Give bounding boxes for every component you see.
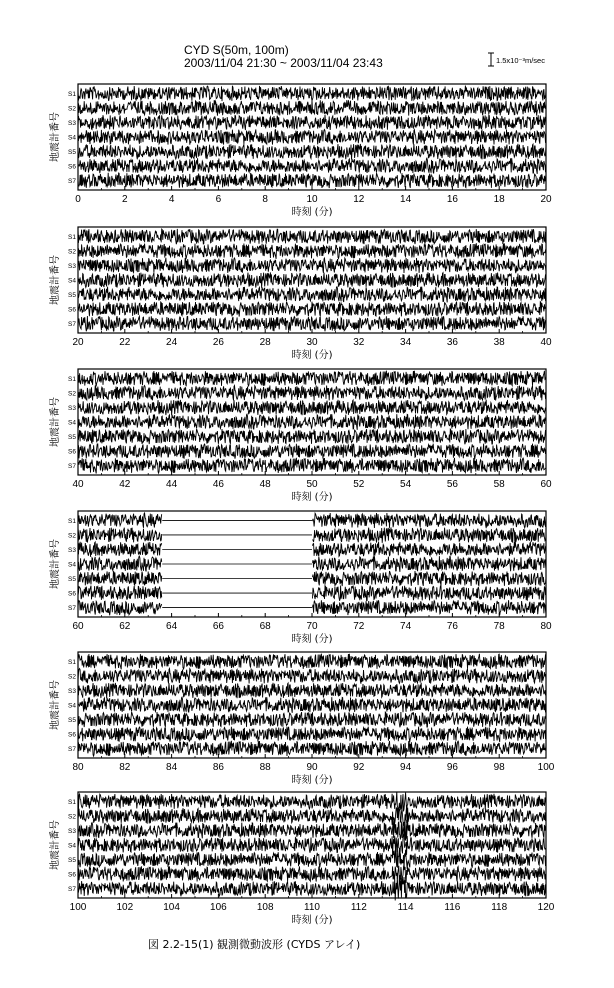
x-tick-label: 56 xyxy=(446,479,458,490)
station-label: S7 xyxy=(68,321,76,329)
station-label: S6 xyxy=(68,731,76,739)
x-axis-label: 時刻 (分) xyxy=(291,207,333,218)
x-axis-label: 時刻 (分) xyxy=(291,775,333,786)
x-axis-label: 時刻 (分) xyxy=(291,915,333,926)
figure-caption: 図 2.2-15(1) 観測微動波形 (CYDS アレイ) xyxy=(148,938,361,951)
station-label: S2 xyxy=(68,813,76,821)
amplitude-scale-bar xyxy=(488,53,545,66)
panel-2 xyxy=(48,227,552,361)
x-tick-label: 116 xyxy=(444,902,461,913)
figure-title-line1: CYD S(50m, 100m) xyxy=(184,43,289,57)
waveform-trace-s7 xyxy=(78,173,546,188)
panel-5 xyxy=(48,652,555,786)
waveform-trace-s3 xyxy=(78,115,546,130)
x-tick-label: 104 xyxy=(163,902,180,913)
station-label: S1 xyxy=(68,658,76,666)
station-label: S6 xyxy=(68,306,76,314)
station-label: S4 xyxy=(68,134,76,142)
x-tick-label: 8 xyxy=(262,194,268,205)
station-label: S2 xyxy=(68,673,76,681)
station-label: S5 xyxy=(68,857,76,865)
x-tick-label: 100 xyxy=(69,902,87,913)
waveform-trace-s1 xyxy=(78,654,546,670)
x-tick-label: 6 xyxy=(215,194,222,205)
x-tick-label: 46 xyxy=(212,479,224,490)
station-label: S4 xyxy=(68,702,76,710)
waveform-trace-s2 xyxy=(78,386,546,401)
station-label: S3 xyxy=(68,119,76,127)
x-tick-label: 86 xyxy=(212,762,224,773)
station-label: S4 xyxy=(68,842,76,850)
waveform-trace-s2 xyxy=(78,100,546,116)
waveform-trace-s4 xyxy=(78,414,546,430)
x-tick-label: 52 xyxy=(353,479,365,490)
y-axis-label: 地震計番号 xyxy=(50,112,61,162)
station-label: S7 xyxy=(68,178,76,186)
y-axis-label: 地震計番号 xyxy=(50,397,61,447)
x-tick-label: 48 xyxy=(259,479,271,490)
waveform-trace-s6 xyxy=(78,158,546,174)
x-tick-label: 94 xyxy=(400,762,412,773)
station-label: S1 xyxy=(68,798,76,806)
x-tick-label: 20 xyxy=(72,337,84,348)
waveform-trace-s5 xyxy=(78,287,546,303)
station-label: S2 xyxy=(68,532,76,540)
waveform-trace-s2 xyxy=(78,243,546,259)
x-tick-label: 66 xyxy=(212,621,224,632)
x-tick-label: 20 xyxy=(540,194,552,205)
waveform-trace-s6 xyxy=(78,727,546,742)
x-tick-label: 4 xyxy=(168,194,175,205)
station-label: S5 xyxy=(68,292,76,300)
x-tick-label: 60 xyxy=(72,621,84,632)
y-axis-label: 地震計番号 xyxy=(50,680,61,730)
station-label: S7 xyxy=(68,746,76,754)
waveform-trace-s4 xyxy=(78,272,546,288)
station-label: S2 xyxy=(68,390,76,398)
x-tick-label: 80 xyxy=(540,621,552,632)
x-tick-label: 40 xyxy=(540,337,552,348)
x-tick-label: 72 xyxy=(353,621,365,632)
station-label: S5 xyxy=(68,149,76,157)
station-label: S5 xyxy=(68,576,76,584)
x-tick-label: 12 xyxy=(353,194,365,205)
x-tick-label: 84 xyxy=(166,762,178,773)
x-tick-label: 74 xyxy=(400,621,412,632)
waveform-trace-s2 xyxy=(78,806,546,826)
station-label: S1 xyxy=(68,90,76,98)
station-label: S2 xyxy=(68,105,76,113)
x-tick-label: 36 xyxy=(446,337,458,348)
waveform-trace-s1 xyxy=(78,792,546,812)
x-tick-label: 62 xyxy=(119,621,131,632)
waveform-trace-s1 xyxy=(78,229,546,244)
x-tick-label: 88 xyxy=(259,762,271,773)
waveform-trace-s4 xyxy=(78,697,546,713)
waveform-trace-s4 xyxy=(78,129,546,144)
x-tick-label: 0 xyxy=(75,194,81,205)
x-tick-label: 14 xyxy=(400,194,412,205)
waveform-trace-s5 xyxy=(78,848,546,870)
x-tick-label: 30 xyxy=(306,337,318,348)
station-label: S6 xyxy=(68,163,76,171)
station-label: S4 xyxy=(68,561,76,569)
x-axis-label: 時刻 (分) xyxy=(291,492,333,503)
station-label: S3 xyxy=(68,687,76,695)
x-tick-label: 38 xyxy=(493,337,505,348)
waveform-trace-s7 xyxy=(78,741,546,756)
x-tick-label: 96 xyxy=(446,762,458,773)
x-tick-label: 76 xyxy=(446,621,458,632)
station-label: S4 xyxy=(68,277,76,285)
waveform-trace-s6 xyxy=(78,865,546,884)
figure-title-line2: 2003/11/04 21:30 ~ 2003/11/04 23:43 xyxy=(184,56,383,70)
station-label: S1 xyxy=(68,375,76,383)
x-tick-label: 112 xyxy=(350,902,367,913)
x-tick-label: 92 xyxy=(353,762,365,773)
station-label: S1 xyxy=(68,517,76,525)
waveform-trace-s3 xyxy=(78,400,546,416)
station-label: S1 xyxy=(68,233,76,241)
x-tick-label: 120 xyxy=(537,902,555,913)
waveform-trace-s5 xyxy=(78,144,546,160)
x-axis-label: 時刻 (分) xyxy=(291,350,333,361)
x-tick-label: 16 xyxy=(446,194,458,205)
station-label: S6 xyxy=(68,590,76,598)
x-tick-label: 32 xyxy=(353,337,365,348)
x-tick-label: 22 xyxy=(119,337,131,348)
waveform-trace-s3 xyxy=(78,820,546,841)
x-tick-label: 58 xyxy=(493,479,505,490)
x-tick-label: 70 xyxy=(306,621,318,632)
x-tick-label: 24 xyxy=(166,337,178,348)
station-label: S4 xyxy=(68,419,76,427)
x-tick-label: 28 xyxy=(259,337,271,348)
x-tick-label: 54 xyxy=(400,479,412,490)
station-label: S7 xyxy=(68,886,76,894)
x-tick-label: 98 xyxy=(493,762,505,773)
waveform-trace-s1 xyxy=(78,86,546,102)
x-tick-label: 2 xyxy=(122,194,128,205)
waveform-panels xyxy=(48,84,555,926)
waveform-trace-s3 xyxy=(78,683,546,699)
station-label: S3 xyxy=(68,827,76,835)
x-tick-label: 42 xyxy=(119,479,131,490)
panel-3 xyxy=(48,369,552,503)
panel-6 xyxy=(48,792,555,926)
x-tick-label: 26 xyxy=(212,337,224,348)
x-tick-label: 82 xyxy=(119,762,131,773)
station-label: S6 xyxy=(68,871,76,879)
y-axis-label: 地震計番号 xyxy=(50,255,61,305)
panel-4 xyxy=(48,511,552,645)
waveform-trace-s5 xyxy=(78,712,546,727)
x-tick-label: 34 xyxy=(400,337,412,348)
station-label: S5 xyxy=(68,717,76,725)
x-tick-label: 68 xyxy=(259,621,271,632)
waveform-trace-s6 xyxy=(78,444,546,459)
station-label: S3 xyxy=(68,262,76,270)
x-tick-label: 80 xyxy=(72,762,84,773)
station-label: S7 xyxy=(68,605,76,613)
panel-1 xyxy=(48,84,552,218)
waveform-trace-s3 xyxy=(78,258,546,273)
x-tick-label: 108 xyxy=(256,902,274,913)
x-tick-label: 110 xyxy=(304,902,320,913)
x-tick-label: 18 xyxy=(493,194,505,205)
x-tick-label: 100 xyxy=(537,762,555,773)
station-label: S7 xyxy=(68,463,76,471)
station-label: S2 xyxy=(68,248,76,256)
scale-bar-label: 1.5x10⁻³m/sec xyxy=(496,56,545,65)
x-tick-label: 50 xyxy=(306,479,318,490)
x-tick-label: 102 xyxy=(116,902,134,913)
x-tick-label: 44 xyxy=(166,479,178,490)
y-axis-label: 地震計番号 xyxy=(50,539,61,589)
station-label: S6 xyxy=(68,448,76,456)
x-tick-label: 40 xyxy=(72,479,84,490)
x-tick-label: 64 xyxy=(166,621,178,632)
x-tick-label: 60 xyxy=(540,479,552,490)
x-tick-label: 114 xyxy=(397,902,414,913)
station-label: S3 xyxy=(68,546,76,554)
x-tick-label: 10 xyxy=(306,194,318,205)
waveform-trace-s1 xyxy=(78,371,546,387)
x-tick-label: 118 xyxy=(491,902,508,913)
station-label: S5 xyxy=(68,434,76,442)
x-tick-label: 78 xyxy=(493,621,505,632)
y-axis-label: 地震計番号 xyxy=(50,820,61,870)
x-axis-label: 時刻 (分) xyxy=(291,634,333,645)
waveform-trace-s4 xyxy=(78,835,546,857)
waveform-trace-s2 xyxy=(78,669,546,684)
x-tick-label: 90 xyxy=(306,762,318,773)
waveform-trace-s5 xyxy=(78,429,546,444)
station-label: S3 xyxy=(68,404,76,412)
x-tick-label: 106 xyxy=(210,902,227,913)
waveform-trace-s6 xyxy=(78,302,546,317)
